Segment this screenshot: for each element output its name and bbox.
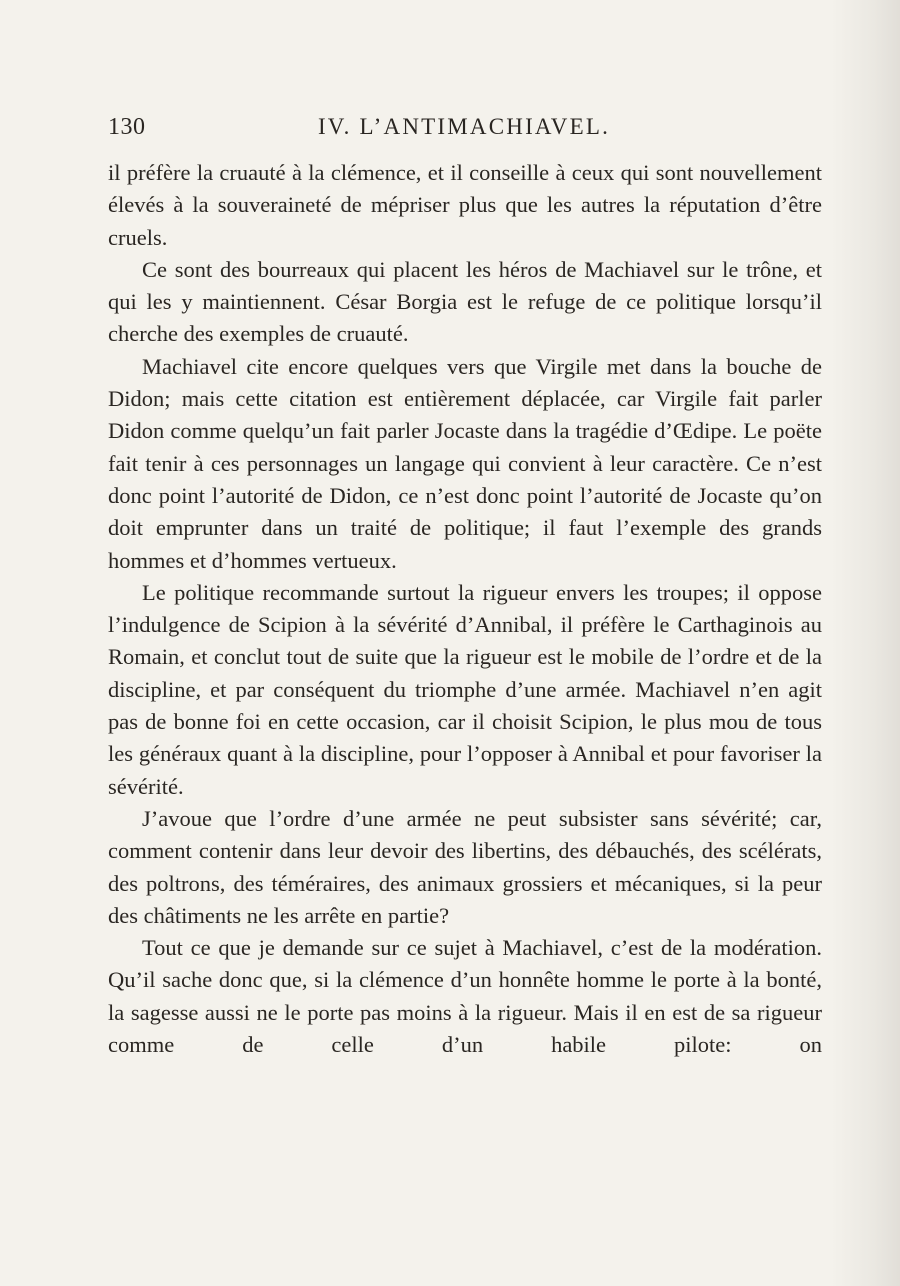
paragraph-moderation: Tout ce que je demande sur ce sujet à Machiavel, c’est de la modération. Qu’il sache donc que, si la clémence d’un honnête homme le porte à la bonté, la sagesse aussi ne le porte pas moins à la rigueur. Mais il en est de sa rigueur comme de celle d’un habile pilote: on (108, 935, 822, 1058)
body-text (108, 157, 822, 1061)
page-number: 130 (108, 114, 146, 140)
paragraph-virgile-didon: Machiavel cite encore quelques vers que Virgile met dans la bouche de Didon; mais cette citation est entièrement déplacée, car Virgile fait parler Didon comme quelqu’un fait parler Jocaste dans la tragédie d’Œdipe. Le poëte fait tenir à ces personnages un langage qui convient à leur caractère. Ce n’est donc point l’autorité de Didon, ce n’est donc point l’autorité de Jocaste qu’on doit emprunter dans un traité de politique; il faut l’exemple des grands hommes et d’hommes vertueux. (108, 353, 822, 573)
running-title: IV. L’ANTIMACHIAVEL. (317, 114, 611, 139)
paragraph-rigueur-troupes: Le politique recommande surtout la rigueur envers les troupes; il oppose l’indulgence de Scipion à la sévérité d’Annibal, il préfère le Carthaginois au Romain, et conclut tout de suite que la rigueur est le mobile de l’ordre et de la discipline, et par conséquent du triomphe d’une armée. Machiavel n’en agit pas de bonne foi en cette occasion, car il choisit Scipion, le plus mou de tous les généraux quant à la discipline, pour l’opposer à Annibal et pour favoriser la sévérité. (108, 579, 822, 799)
page-header (108, 114, 820, 148)
paragraph-borgia: Ce sont des bourreaux qui placent les héros de Machiavel sur le trône, et qui les y maintiennent. César Borgia est le refuge de ce politique lorsqu’il cherche des exemples de cruauté. (108, 256, 822, 347)
paragraph-continuation: il préfère la cruauté à la clémence, et il conseille à ceux qui sont nouvellement élevés à la souveraineté de mépriser plus que les autres la réputation d’être cruels. (108, 160, 822, 250)
paragraph-severite-armee: J’avoue que l’ordre d’une armée ne peut subsister sans sévérité; car, comment contenir dans leur devoir des libertins, des débauchés, des scélérats, des poltrons, des téméraires, des animaux grossiers et mécaniques, si la peur des châtiments ne les arrête en partie? (108, 805, 822, 928)
page-gutter-shadow (830, 0, 900, 1286)
